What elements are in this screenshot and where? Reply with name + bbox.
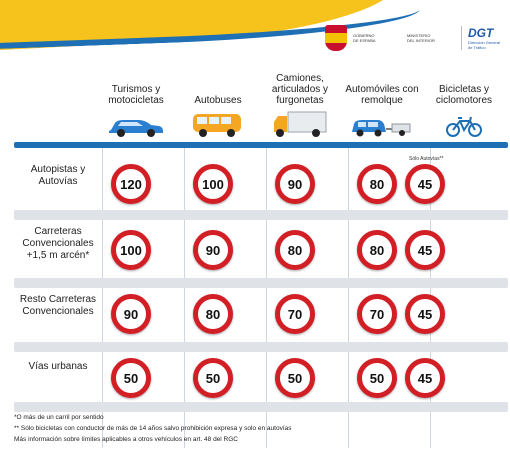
speed-limit-sign: 50 bbox=[111, 358, 151, 398]
speed-limit-sign: 45 bbox=[405, 164, 445, 204]
dgt-sub1: Dirección General bbox=[467, 40, 500, 45]
speed-limit-sign: 80 bbox=[275, 230, 315, 270]
speed-limit-sign: 90 bbox=[111, 294, 151, 334]
column-header bbox=[96, 68, 176, 142]
speed-limit-sign: 120 bbox=[111, 164, 151, 204]
column-label: Automóviles con remolque bbox=[345, 84, 419, 106]
gov-line2: DE ESPAÑA bbox=[352, 38, 376, 43]
road-band bbox=[14, 402, 508, 412]
column-header bbox=[342, 68, 422, 142]
speed-limit-sign: 100 bbox=[193, 164, 233, 204]
column-label: Autobuses bbox=[194, 95, 242, 106]
speed-limit-sign: 70 bbox=[275, 294, 315, 334]
column-label: Bicicletas y ciclomotores bbox=[435, 84, 493, 106]
row-label: Resto Carreteras Convencionales bbox=[19, 294, 97, 317]
speed-limit-sign: 50 bbox=[275, 358, 315, 398]
footnote: ** Sólo bicicletas con conductor de más de 14 años salvo prohibición expresa y solo en autovías bbox=[14, 425, 292, 432]
dgt-logo-text: DGT bbox=[467, 26, 494, 40]
road-band bbox=[14, 278, 508, 288]
logo-separator bbox=[461, 26, 462, 50]
car-trailer-icon bbox=[350, 114, 414, 138]
column-label: Camiones, articulados y furgonetas bbox=[271, 73, 329, 106]
speed-limit-sign: 80 bbox=[193, 294, 233, 334]
column-label: Turismos y motocicletas bbox=[108, 84, 164, 106]
bicycle-icon bbox=[444, 114, 484, 138]
bus-icon bbox=[191, 110, 245, 138]
spain-coat-icon bbox=[325, 25, 347, 51]
speed-limit-sign: 45 bbox=[405, 230, 445, 270]
gov-line1: GOBIERNO bbox=[352, 33, 375, 38]
car-icon bbox=[107, 112, 165, 138]
footnote: Más información sobre límites aplicables a otros vehículos en art. 48 del RGC bbox=[14, 436, 238, 443]
column-header bbox=[424, 68, 504, 142]
ministry-line1: MINISTERIO bbox=[406, 33, 431, 38]
column-header bbox=[260, 68, 340, 142]
logos bbox=[325, 24, 500, 52]
row-divider bbox=[14, 142, 508, 148]
speed-limit-sign: 50 bbox=[357, 358, 397, 398]
speed-limit-sign: 45 bbox=[405, 294, 445, 334]
column-header bbox=[178, 68, 258, 142]
speed-limit-sign: 80 bbox=[357, 164, 397, 204]
speed-limit-sign: 50 bbox=[193, 358, 233, 398]
speed-limit-sign: 80 bbox=[357, 230, 397, 270]
row-note: Sólo Autovías** bbox=[409, 156, 444, 162]
row-label: Carreteras Convencionales +1,5 m arcén* bbox=[22, 226, 94, 261]
row-label: Autopistas y Autovías bbox=[30, 164, 86, 187]
gov-text bbox=[353, 33, 401, 43]
road-band bbox=[14, 342, 508, 352]
ministry-text bbox=[407, 33, 455, 43]
row-label: Vías urbanas bbox=[28, 361, 88, 372]
speed-limit-sign: 70 bbox=[357, 294, 397, 334]
road-band bbox=[14, 210, 508, 220]
speed-limit-sign: 90 bbox=[193, 230, 233, 270]
truck-icon bbox=[272, 110, 328, 138]
speed-limit-sign: 45 bbox=[405, 358, 445, 398]
speed-limit-sign: 100 bbox=[111, 230, 151, 270]
footnote: *O más de un carril por sentido bbox=[14, 414, 104, 421]
dgt-logo bbox=[468, 26, 500, 50]
footnotes bbox=[14, 412, 292, 445]
speed-limit-sign: 90 bbox=[275, 164, 315, 204]
dgt-sub2: de Tráfico bbox=[467, 45, 486, 50]
ministry-line2: DEL INTERIOR bbox=[406, 38, 435, 43]
column-headers bbox=[96, 68, 508, 142]
